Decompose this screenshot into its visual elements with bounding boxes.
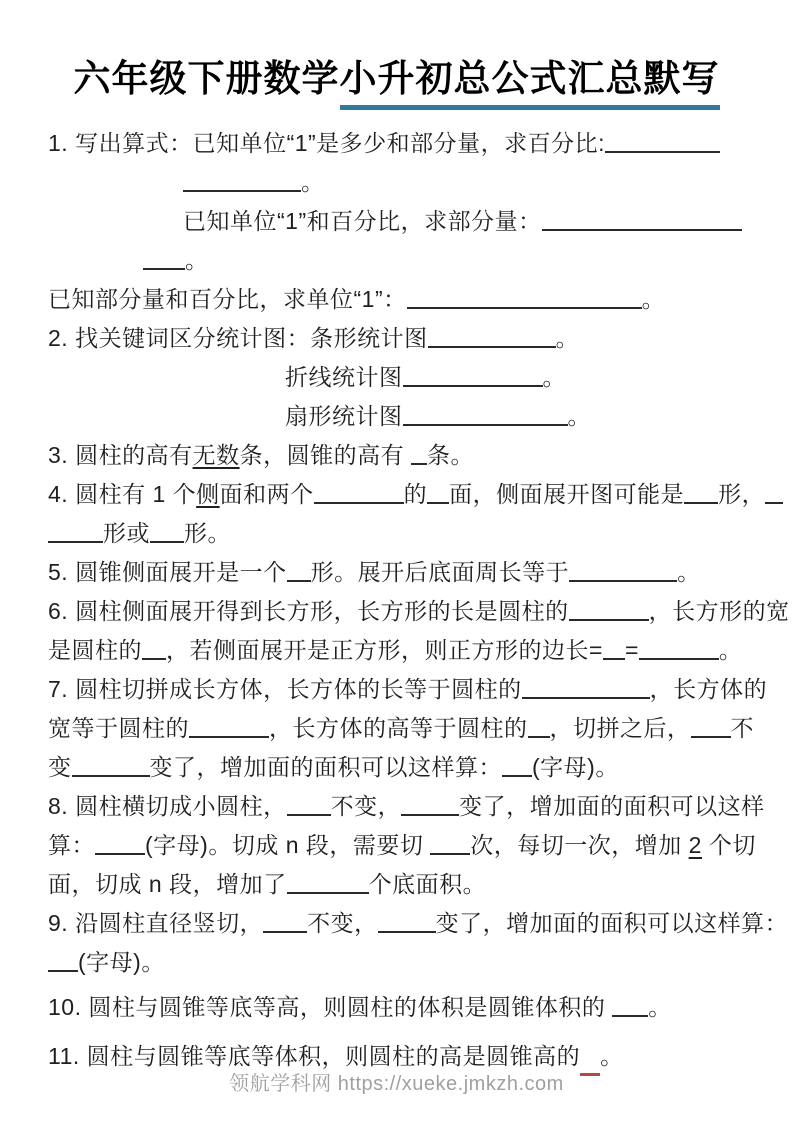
page-title — [0, 0, 793, 110]
fill-in-blank — [430, 831, 470, 855]
text-segment: 面和两个 — [219, 481, 314, 507]
underlined-text-segment: 侧 — [196, 481, 220, 507]
text-segment: 。 — [648, 994, 672, 1020]
fill-in-blank — [48, 519, 103, 543]
text-segment: 。 — [567, 403, 591, 429]
text-segment: 5. 圆锥侧面展开是一个 — [48, 559, 287, 585]
fill-in-blank — [287, 558, 311, 582]
text-segment: (字母)。切成 n 段，需要切 — [145, 832, 431, 858]
text-segment: 形或 — [103, 520, 150, 546]
document-line — [48, 553, 749, 592]
fill-in-blank — [403, 402, 568, 426]
fill-in-blank — [765, 480, 783, 504]
fill-in-blank — [287, 870, 369, 894]
fill-in-blank — [378, 909, 436, 933]
text-segment: 9. 沿圆柱直径竖切， — [48, 910, 264, 936]
text-segment: 变了，增加面的面积可以这样算： — [149, 754, 502, 780]
text-segment: 次，每切一次，增加 — [470, 832, 689, 858]
text-segment: ，若侧面展开是正方形，则正方形的边长= — [166, 637, 603, 663]
document-line — [48, 124, 749, 163]
text-segment: 。 — [641, 286, 666, 312]
text-segment: 算： — [48, 832, 95, 858]
fill-in-blank — [287, 792, 331, 816]
text-segment: 的 — [403, 481, 428, 507]
fill-in-blank — [605, 129, 720, 153]
text-segment: 3. 圆柱的高有 — [48, 442, 193, 468]
fill-in-blank — [528, 714, 550, 738]
text-segment: 7. 圆柱切拼成长方体，长方体的长等于圆柱的 — [48, 676, 522, 702]
fill-in-blank — [428, 324, 556, 348]
fill-in-blank — [684, 480, 718, 504]
text-segment: 11. 圆柱与圆锥等底等体积，则圆柱的高是圆锥高的 — [48, 1043, 581, 1069]
fill-in-blank — [522, 675, 650, 699]
fill-in-blank — [569, 597, 649, 621]
document-lines — [48, 124, 790, 1076]
text-segment: 条。 — [426, 442, 474, 468]
text-segment: 是圆柱的 — [48, 637, 142, 663]
document-line — [48, 436, 749, 475]
document-line — [48, 787, 765, 826]
document-line — [48, 826, 756, 865]
fill-in-blank — [542, 207, 742, 231]
text-segment: 不变， — [307, 910, 378, 936]
text-segment: 形， — [718, 481, 766, 507]
text-segment: 。 — [600, 1043, 624, 1069]
text-segment: 不变， — [330, 793, 402, 819]
document-line — [48, 319, 749, 358]
fill-in-blank — [189, 714, 269, 738]
text-segment: 不 — [730, 715, 754, 741]
text-segment: 。 — [542, 364, 566, 390]
fill-in-blank — [569, 558, 677, 582]
text-segment: 。 — [677, 559, 701, 585]
document-line — [48, 709, 754, 748]
fill-in-blank — [691, 714, 731, 738]
document-line — [48, 241, 749, 280]
fill-in-blank — [407, 285, 642, 309]
text-segment: = — [624, 637, 639, 663]
text-segment: 已知部分量和百分比，求单位“1”： — [48, 286, 407, 312]
document-line — [48, 514, 749, 553]
fill-in-blank — [150, 519, 184, 543]
document-line — [48, 865, 749, 904]
fill-in-blank — [48, 948, 78, 972]
document-line — [48, 988, 749, 1027]
text-segment: ，长方形的宽 — [648, 598, 790, 624]
text-segment: 形。 — [184, 520, 231, 546]
fill-in-blank — [72, 753, 150, 777]
text-segment: 6. 圆柱侧面展开得到长方形，长方形的长是圆柱的 — [48, 598, 569, 624]
document-line — [48, 397, 749, 436]
text-segment: 扇形统计图 — [285, 403, 403, 429]
document-line — [48, 202, 749, 241]
text-segment: (字母)。 — [78, 949, 165, 975]
document-line — [48, 904, 789, 943]
text-segment: 2. 找关键词区分统计图：条形统计图 — [48, 325, 428, 351]
fill-in-blank — [401, 792, 459, 816]
text-segment: 1. 写出算式：已知单位“1”是多少和部分量，求百分比: — [48, 130, 606, 156]
document-line — [48, 592, 790, 631]
document-line — [48, 280, 749, 319]
fill-in-blank — [502, 753, 532, 777]
text-segment: 变 — [48, 754, 72, 780]
document-line — [48, 670, 768, 709]
fill-in-blank — [603, 636, 625, 660]
fill-in-blank — [411, 441, 427, 465]
text-segment: 折线统计图 — [285, 364, 403, 390]
text-segment: 。 — [185, 247, 209, 273]
fill-in-blank — [142, 636, 166, 660]
underlined-text-segment: 无数 — [192, 442, 240, 468]
fill-in-blank — [95, 831, 145, 855]
page-title-underlined-part: 小升初总公式汇总默写 — [340, 48, 720, 110]
document-line — [48, 475, 766, 514]
text-segment: 条，圆锥的高有 — [239, 442, 411, 468]
fill-in-blank — [403, 363, 543, 387]
page-title-plain-part: 六年级下册数学 — [73, 58, 340, 99]
fill-in-blank — [183, 168, 301, 192]
text-segment: 10. 圆柱与圆锥等底等高，则圆柱的体积是圆锥体积的 — [48, 994, 613, 1020]
fill-in-blank — [612, 993, 648, 1017]
text-segment: 8. 圆柱横切成小圆柱， — [48, 793, 287, 819]
fill-in-blank — [314, 480, 404, 504]
text-segment: ，长方体的高等于圆柱的 — [269, 715, 528, 741]
document-line — [48, 631, 749, 670]
document-line — [48, 358, 749, 397]
text-segment: 宽等于圆柱的 — [48, 715, 189, 741]
fill-in-blank — [143, 246, 185, 270]
document-line — [48, 748, 749, 787]
text-segment: 变了，增加面的面积可以这样 — [459, 793, 765, 819]
text-segment: 形。展开后底面周长等于 — [310, 559, 570, 585]
text-segment: 面，侧面展开图可能是 — [449, 481, 685, 507]
worksheet-body — [0, 110, 793, 1076]
fill-in-blank — [639, 636, 719, 660]
fill-in-blank — [263, 909, 307, 933]
text-segment: 变了，增加面的面积可以这样算： — [435, 910, 789, 936]
text-segment: 个切 — [701, 832, 756, 858]
text-segment: ，切拼之后， — [549, 715, 691, 741]
watermark-footer: 领航学科网 https://xueke.jmkzh.com — [229, 1073, 564, 1095]
text-segment: 。 — [555, 325, 580, 351]
text-segment: 。 — [301, 169, 325, 195]
text-segment: 个底面积。 — [368, 871, 487, 897]
text-segment: 已知单位“1”和百分比，求部分量： — [183, 208, 542, 234]
text-segment: 面，切成 n 段，增加了 — [48, 871, 287, 897]
underlined-text-segment: 2 — [688, 832, 702, 858]
text-segment: ，长方体的 — [649, 676, 768, 702]
fill-in-blank — [427, 480, 449, 504]
text-segment: (字母)。 — [532, 754, 619, 780]
text-segment: 。 — [718, 637, 743, 663]
text-segment: 4. 圆柱有 1 个 — [48, 481, 197, 507]
document-line — [48, 163, 749, 202]
document-line — [48, 943, 749, 982]
